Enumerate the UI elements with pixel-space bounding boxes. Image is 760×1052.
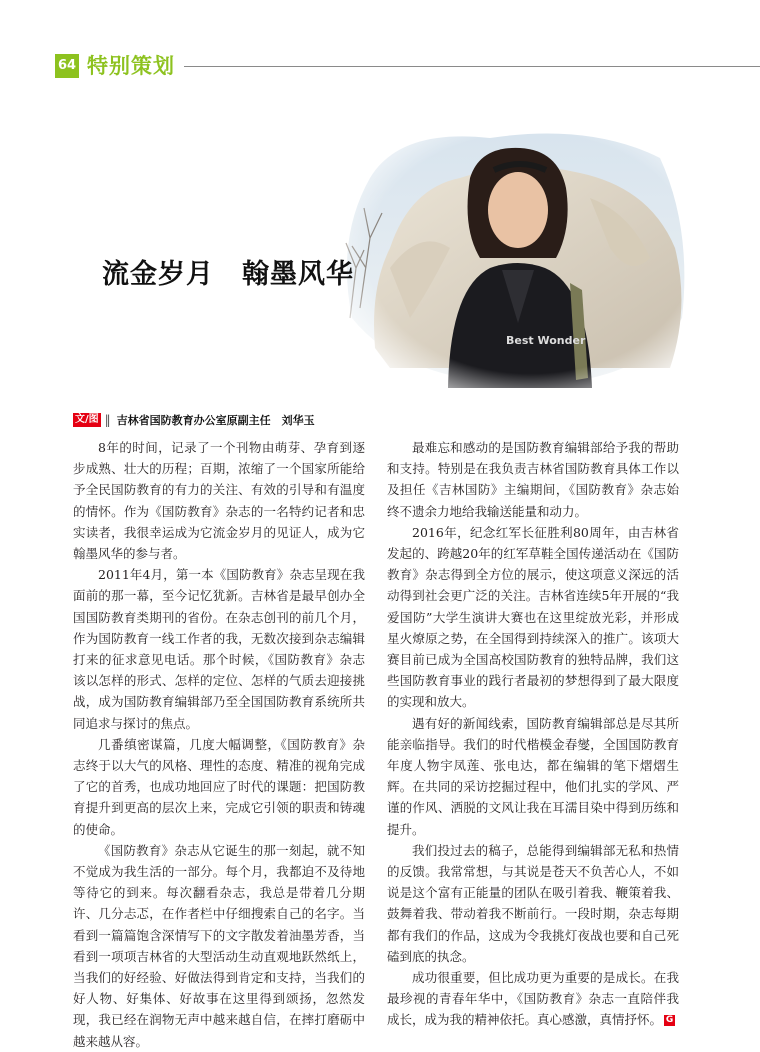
right-column <box>387 437 679 1031</box>
page-number: 64 <box>55 54 79 78</box>
paragraph: 几番缜密谋篇，几度大幅调整，《国防教育》杂志终于以大气的风格、理性的态度、精准的视角完成了它的首秀，也成功地回应了时代的课题：把国防教育提升到更高的层次上来，完成它引领的职责和铸魂的使命。 <box>73 736 365 837</box>
byline <box>73 412 315 428</box>
paragraph: 2016年，纪念红军长征胜利80周年，由吉林省发起的、跨越20年的红军草鞋全国传递活动在《国防教育》杂志得到全方位的展示，使这项意义深远的活动得到社会更广泛的关注。吉林省连续5年开展的“我爱国防”大学生演讲大赛也在这里绽放光彩，并形成星火燎原之势，在全国得到持续深入的推广。该项大赛目前已成为全国高校国防教育的独特品牌，我们这些国防教育事业的践行者最初的梦想得到了最大限度的实现和放大。 <box>387 524 679 710</box>
header-divider <box>184 66 760 67</box>
paragraph: 2011年4月，第一本《国防教育》杂志呈现在我面前的那一幕，至今记忆犹新。吉林省是最早创办全国国防教育类期刊的省份。在杂志创刊的前几个月，作为国防教育一线工作者的我，无数次接到杂志编辑打来的征求意见电话。那个时候，《国防教育》杂志该以怎样的形式、怎样的定位、怎样的气质去迎接挑战，成为国防教育编辑部乃至全国国防教育系统所共同追求与探讨的焦点。 <box>73 567 365 731</box>
article-title: 流金岁月 翰墨风华 <box>102 259 354 290</box>
left-column <box>73 437 365 1052</box>
end-mark-icon: G <box>665 1015 674 1026</box>
byline-author: 吉林省国防教育办公室原副主任 刘华玉 <box>116 414 315 427</box>
paragraph: 遇有好的新闻线索，国防教育编辑部总是尽其所能亲临指导。我们的时代楷模金春燮，全国国防教育年度人物宇凤莲、张电达，都在编辑的笔下熠熠生辉。在共同的采访挖掘过程中，他们扎实的学风、严谨的作风、洒脱的文风让我在耳濡目染中得到历练和提升。 <box>387 715 679 837</box>
byline-separator: ‖ <box>104 413 111 427</box>
author-photo <box>330 118 695 388</box>
paragraph-final <box>387 967 679 1031</box>
paragraph: 我们投过去的稿子，总能得到编辑部无私和热情的反馈。我常常想，与其说是苍天不负苦心人，不如说是这个富有正能量的团队在吸引着我、鞭策着我、鼓舞着我、带动着我不断前行。一段时期，杂志每期都有我们的作品，这成为令我挑灯夜战也要和自己死磕到底的执念。 <box>387 842 679 964</box>
paragraph: 最难忘和感动的是国防教育编辑部给予我的帮助和支持。特别是在我负责吉林省国防教育具体工作以及担任《吉林国防》主编期间，《国防教育》杂志始终不遗余力地给我输送能量和动力。 <box>387 440 679 519</box>
byline-tag: 文/图 <box>75 414 99 425</box>
section-title: 特别策划 <box>87 54 175 78</box>
paragraph: 《国防教育》杂志从它诞生的那一刻起，就不知不觉成为我生活的一部分。每个月，我都迫不及待地等待它的到来。每次翻看杂志，我总是带着几分期许、几分忐忑，在作者栏中仔细搜索自己的名字。当看到一篇篇饱含深情写下的文字散发着油墨芳香，当看到一项项吉林省的大型活动生动直观地跃然纸上，当我们的好经验、好做法得到肯定和支持，当我们的好人物、好集体、好故事在这里得到颂扬，忽然发现，我已经在润物无声中越来越自信，在摔打磨砺中越来越从容。 <box>73 842 365 1049</box>
paragraph: 8年的时间，记录了一个刊物由萌芽、孕育到逐步成熟、壮大的历程；百期，浓缩了一个国家所能给予全民国防教育的有力的关注、有效的引导和有温度的情怀。作为《国防教育》杂志的一名特约记者和忠实读者，我很幸运成为它流金岁月的见证人，成为它翰墨风华的参与者。 <box>73 440 365 562</box>
final-paragraph-text: 成功很重要，但比成功更为重要的是成长。在我最珍视的青春年华中，《国防教育》杂志一直陪伴我成长，成为我的精神依托。真心感激，真情抒怀。 <box>387 970 679 1028</box>
